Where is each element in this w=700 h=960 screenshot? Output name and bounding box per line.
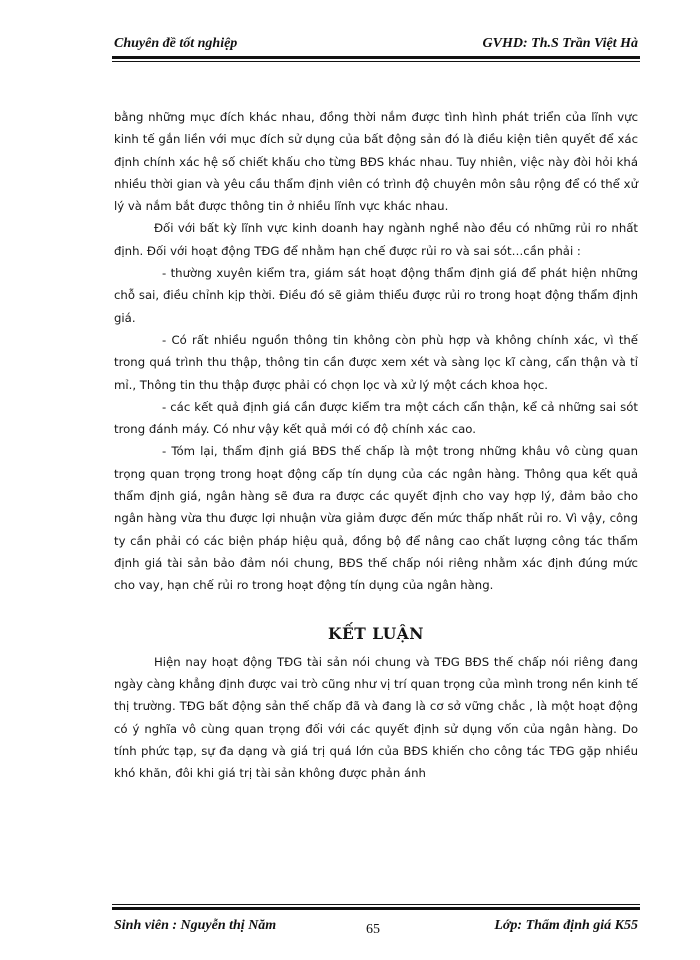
header-title: Chuyên đề tốt nghiệp bbox=[114, 36, 238, 51]
header-rule-thin bbox=[112, 61, 640, 62]
footer-class: Lớp: Thẩm định giá K55 bbox=[494, 918, 638, 933]
footer-rule-thick bbox=[112, 907, 640, 910]
page-header bbox=[112, 34, 640, 56]
footer-student: Sinh viên : Nguyễn thị Năm bbox=[114, 918, 277, 933]
page-number: 65 bbox=[366, 922, 380, 937]
paragraph: Hiện nay hoạt động TĐG tài sản nói chung và TĐG BĐS thế chấp nói riêng đang ngày càng khẳng định được vai trò cũng như vị trí quan trọng của mình trong nền kinh tế thị trường. TĐG bất động sản thế chấp đã và đang là cơ sở vững chắc , là một hoạt động có ý nghĩa vô cùng quan trọng đối với các quyết định sử dụng vốn của ngân hàng. Do tính phức tạp, sự đa dạng và giá trị quá lớn của BĐS khiến cho công tác TĐG gặp nhiều khó khăn, đôi khi giá trị tài sản không được phản ánh bbox=[114, 654, 638, 781]
bullet-paragraph: - Có rất nhiều nguồn thông tin không còn phù hợp và không chính xác, vì thế trong quá trình thu thập, thông tin cần được xem xét và sàng lọc kĩ càng, cẩn thận và tỉ mỉ., Thông tin thu thập được phải có chọn lọc và xử lý một cách khoa học. bbox=[114, 332, 638, 392]
page-body bbox=[114, 106, 638, 785]
footer-rule-thin bbox=[112, 904, 640, 905]
paragraph: bằng những mục đích khác nhau, đồng thời nắm được tình hình phát triển của lĩnh vực kinh tế gắn liền với mục đích sử dụng của bất động sản đó là điều kiện tiên quyết để xác định chính xác hệ số chiết khấu cho từng BĐS khác nhau. Tuy nhiên, việc này đòi hỏi khá nhiều thời gian và yêu cầu thẩm định viên có trình độ chuyên môn sâu rộng để có thể xử lý và nắm bắt được thông tin ở nhiều lĩnh vực khác nhau. bbox=[114, 110, 638, 214]
section-heading: KẾT LUẬN bbox=[328, 623, 424, 643]
bullet-paragraph: - các kết quả định giá cần được kiểm tra một cách cẩn thận, kể cả những sai sót trong đánh máy. Có như vậy kết quả mới có độ chính xác cao. bbox=[114, 399, 638, 437]
paragraph: Đối với bất kỳ lĩnh vực kinh doanh hay ngành nghề nào đều có những rủi ro nhất định. Đối với hoạt động TĐG để nhằm hạn chế được rủi ro và sai sót…cần phải : bbox=[114, 221, 638, 258]
bullet-paragraph: - Tóm lại, thẩm định giá BĐS thế chấp là một trong những khâu vô cùng quan trọng quan trọng trong hoạt động cấp tín dụng của các ngân hàng. Thông qua kết quả thẩm định giá, ngân hàng sẽ đưa ra được các quyết định cho vay hợp lý, đảm bảo cho ngân hàng vừa thu được lợi nhuận vừa giảm được đến mức thấp nhất rủi ro. Vì vậy, công ty cần phải có các biện pháp hiệu quả, đồng bộ để nâng cao chất lượng công tác thẩm định giá tài sản bảo đảm nói chung, BĐS thế chấp nói riêng nhằm xác định đúng mức cho vay, hạn chế rủi ro trong hoạt động tín dụng của ngân hàng. bbox=[114, 444, 638, 593]
header-rule-thick bbox=[112, 56, 640, 59]
bullet-paragraph: - thường xuyên kiểm tra, giám sát hoạt động thẩm định giá để phát hiện những chỗ sai, điều chỉnh kịp thời. Điều đó sẽ giảm thiểu được rủi ro trong hoạt động thẩm định giá. bbox=[114, 266, 638, 325]
header-advisor: GVHD: Th.S Trần Việt Hà bbox=[482, 36, 638, 51]
page-footer bbox=[112, 918, 640, 938]
